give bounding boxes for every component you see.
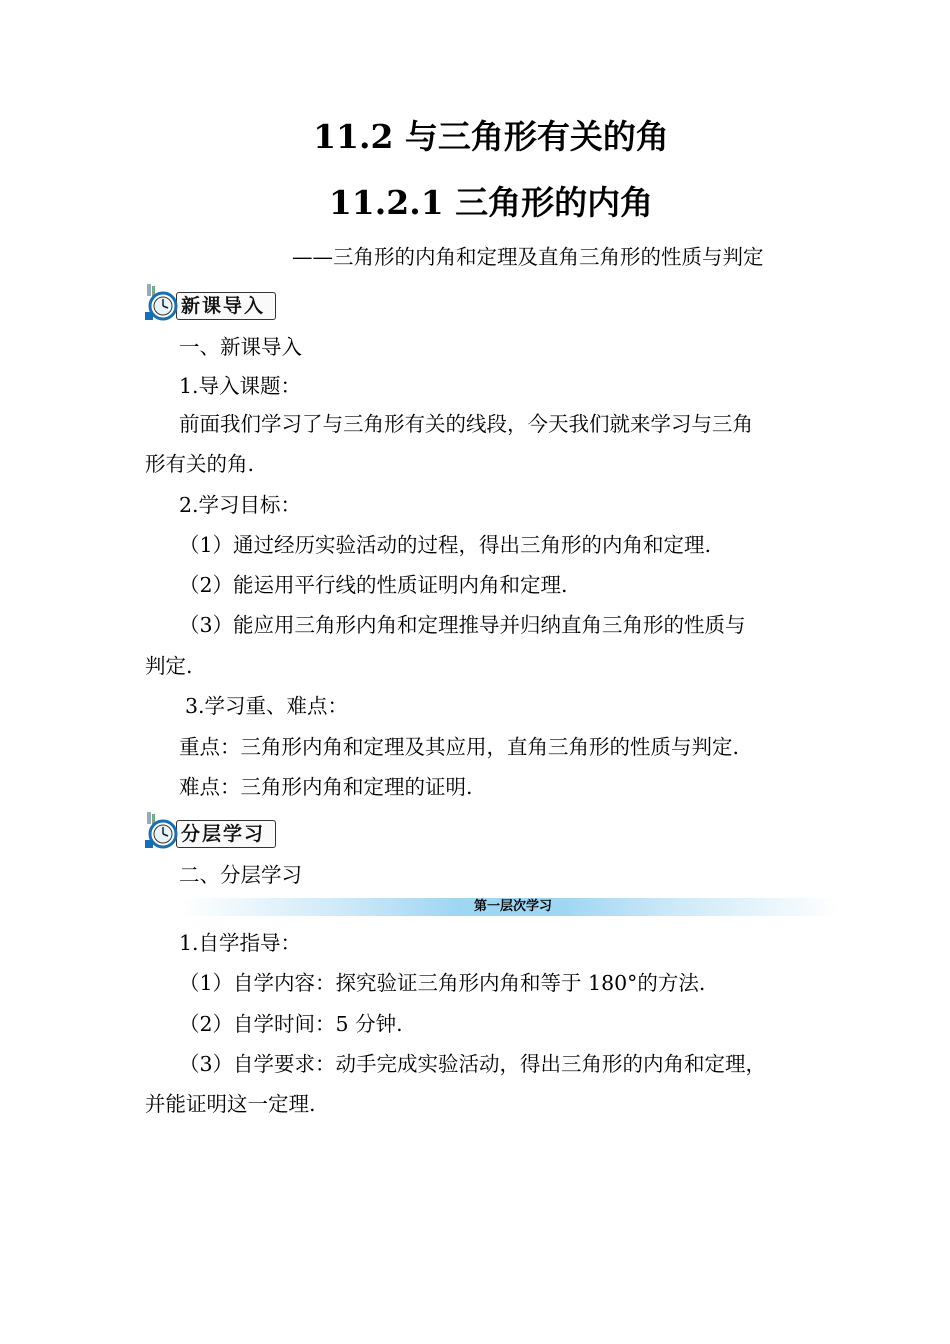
s1-diff: 难点：三角形内角和定理的证明. [179,775,473,799]
layer-label: 第一层次学习 [461,898,565,916]
badge-new-lesson-label: 新课导入 [181,295,266,317]
s2-c1: （1）自学内容：探究验证三角形内角和等于 180°的方法. [179,971,706,995]
badge-new-lesson [143,284,277,322]
s1-item2: 2.学习目标： [179,493,302,517]
s1-item3: 3.学习重、难点： [185,694,349,718]
clock-icon [143,812,183,850]
s2-c3a: （3）自学要求：动手完成实验活动，得出三角形的内角和定理， [179,1052,767,1076]
s2-c2: （2）自学时间：5 分钟. [179,1012,403,1036]
s1-goal3b: 判定. [145,654,193,678]
s1-heading: 一、新课导入 [179,335,302,359]
lesson-title: 11.2 与三角形有关的角 [313,117,669,156]
s2-item1: 1.自学指导： [179,931,302,955]
s2-heading: 二、分层学习 [179,863,302,887]
s1-goal3a: （3）能应用三角形内角和定理推导并归纳直角三角形的性质与 [179,613,746,637]
s1-para1a: 前面我们学习了与三角形有关的线段，今天我们就来学习与三角 [179,412,753,436]
s1-item1: 1.导入课题： [179,374,302,398]
s1-goal1: （1）通过经历实验活动的过程，得出三角形的内角和定理. [179,533,712,557]
section-subtitle: ——三角形的内角和定理及直角三角形的性质与判定 [292,245,764,269]
section-title: 11.2.1 三角形的内角 [328,183,654,222]
layer-divider [180,898,840,916]
badge-layered-study [143,812,277,850]
s1-goal2: （2）能运用平行线的性质证明内角和定理. [179,573,568,597]
s2-c3b: 并能证明这一定理. [145,1092,316,1116]
s1-key: 重点：三角形内角和定理及其应用，直角三角形的性质与判定. [179,735,740,759]
badge-layered-study-label: 分层学习 [181,823,266,845]
clock-icon [143,284,183,322]
s1-para1b: 形有关的角. [145,452,255,476]
